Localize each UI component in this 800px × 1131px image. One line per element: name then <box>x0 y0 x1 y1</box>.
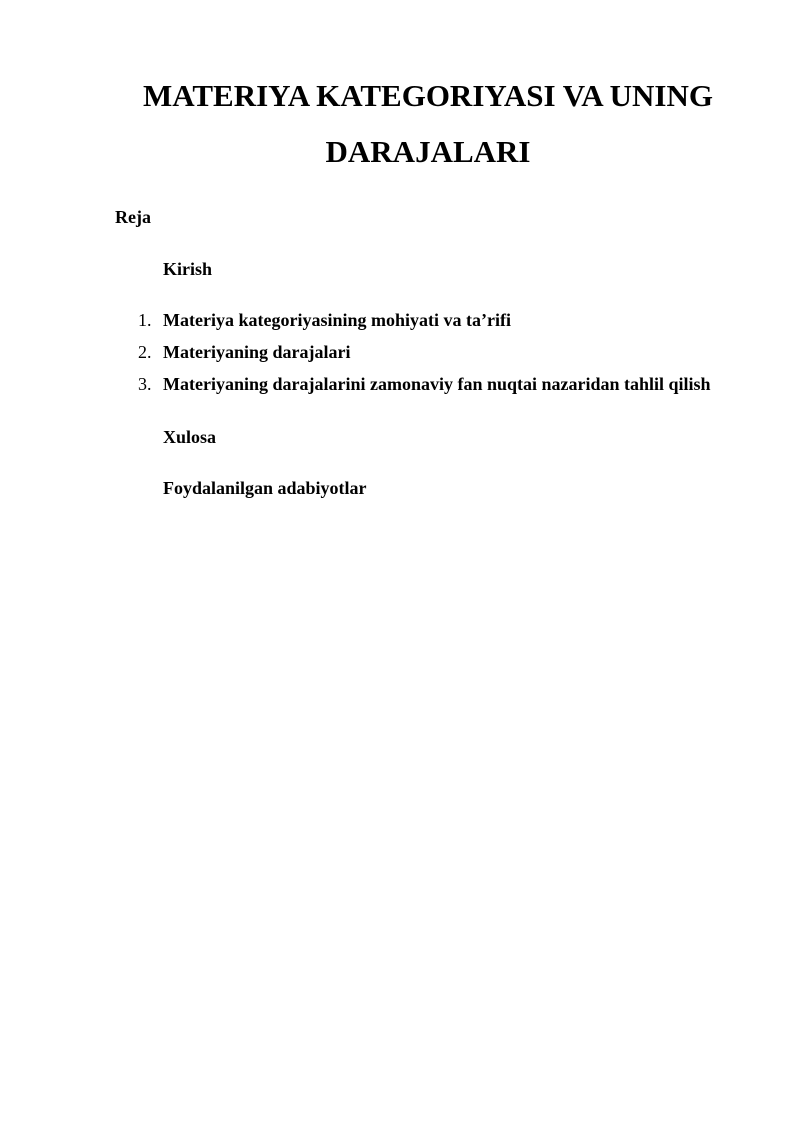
plan-item-number: 2. <box>138 342 152 362</box>
plan-item-number: 1. <box>138 310 152 330</box>
document-title-line-2: DARAJALARI <box>325 134 531 169</box>
document-title-line-1: MATERIYA KATEGORIYASI VA UNING <box>143 78 713 113</box>
plan-item-text: Materiyaning darajalari <box>163 342 351 362</box>
plan-heading: Reja <box>115 207 151 227</box>
plan-item-number: 3. <box>138 374 152 394</box>
references-entry: Foydalanilgan adabiyotlar <box>163 478 367 498</box>
plan-item-text: Materiyaning darajalarini zamonaviy fan nuqtai nazaridan tahlil qilish <box>163 374 711 394</box>
plan-item-text: Materiya kategoriyasining mohiyati va ta’rifi <box>163 310 511 330</box>
intro-entry: Kirish <box>163 259 213 279</box>
conclusion-entry: Xulosa <box>163 427 217 447</box>
